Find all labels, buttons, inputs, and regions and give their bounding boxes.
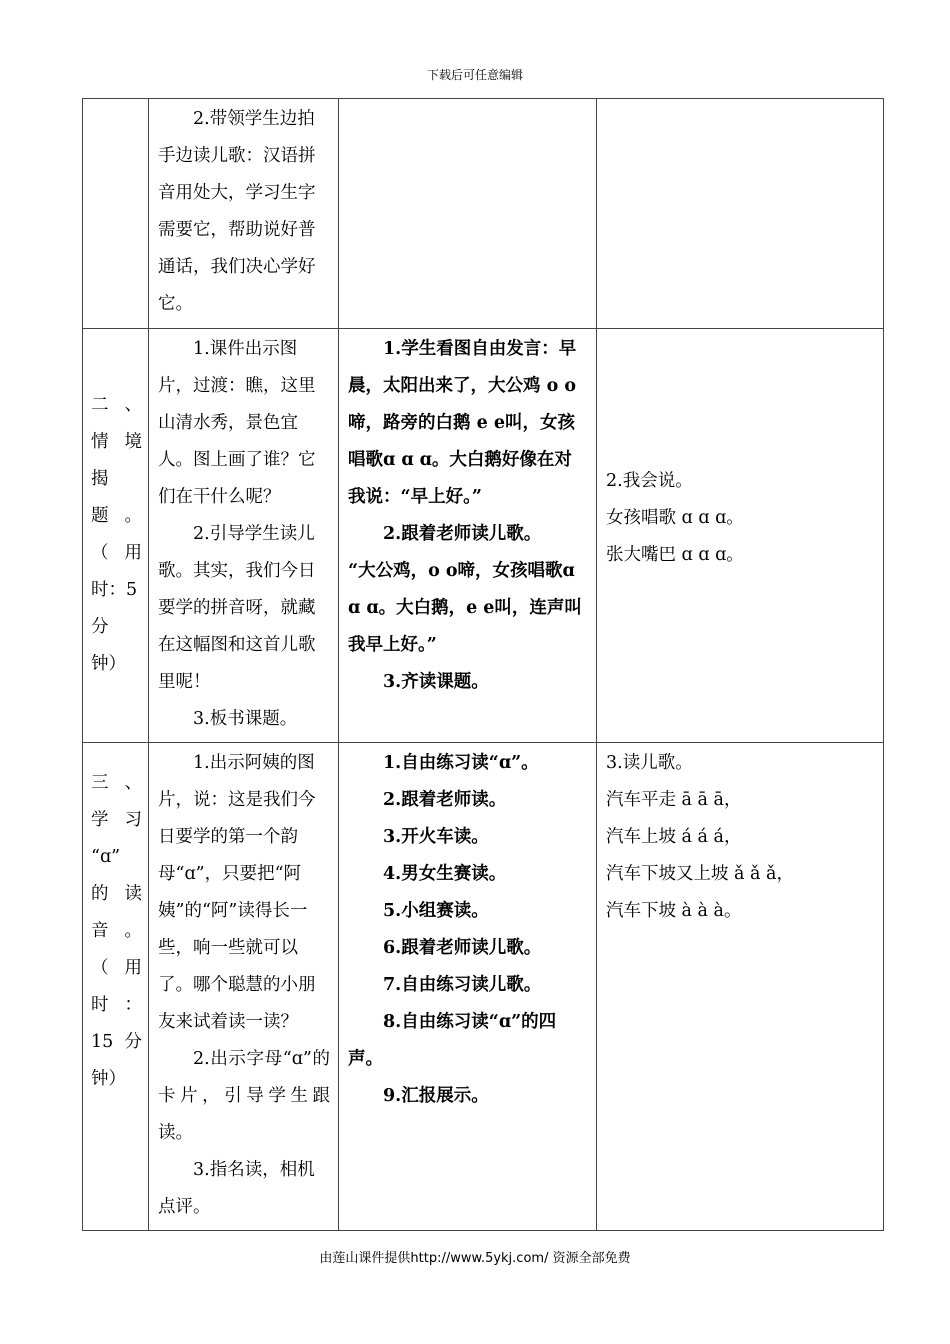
stage-cell: [83, 329, 149, 743]
student-step: 6.跟着老师读儿歌。: [383, 938, 542, 958]
notes-line: 汽车平走 ā ā ā，: [606, 790, 742, 810]
stage-label: 音 。: [91, 921, 142, 941]
notes-cell: [597, 99, 884, 329]
teacher-step: 3.板书课题。: [193, 709, 298, 729]
stage-label: 三 、: [91, 773, 142, 793]
page-header: 下载后可任意编辑: [426, 68, 523, 82]
notes-line: 汽车下坡 à à à。: [606, 901, 742, 921]
teacher-step: 2.带领学生边拍手边读儿歌：汉语拼音用处大，学习生字需要它，帮助说好普通话，我们决心学好它。: [158, 109, 316, 314]
student-cell: [339, 329, 597, 743]
stage-label: 二 、: [91, 395, 142, 415]
stage-label: 时：5: [91, 580, 138, 600]
student-cell: [339, 99, 597, 329]
notes-line: 3.读儿歌。: [606, 753, 693, 773]
lesson-plan-table: [82, 98, 884, 1231]
notes-line: 女孩唱歌 ɑ ɑ ɑ。: [606, 508, 744, 528]
table-row: [83, 99, 884, 329]
stage-label: 题 。: [91, 506, 142, 526]
stage-label: 揭: [91, 469, 109, 489]
stage-label: （ 用: [91, 543, 142, 563]
student-step: 5.小组赛读。: [383, 901, 489, 921]
notes-line: 汽车下坡又上坡 ǎ ǎ ǎ，: [606, 864, 794, 884]
notes-cell: [597, 329, 884, 743]
stage-label: 时 ：: [91, 995, 142, 1015]
notes-line: 2.我会说。: [606, 471, 693, 491]
student-step: 3.开火车读。: [383, 827, 489, 847]
stage-label: “ɑ”: [91, 847, 121, 867]
student-step: 3.齐读课题。: [383, 672, 489, 692]
student-step: 2.跟着老师读儿歌。: [383, 524, 542, 544]
stage-label: 情 境: [91, 432, 142, 452]
notes-line: 张大嘴巴 ɑ ɑ ɑ。: [606, 545, 744, 565]
teacher-step: 1.出示阿姨的图片，说：这是我们今日要学的第一个韵母“ɑ”，只要把“阿姨”的“阿”读得长一些，响一些就可以了。哪个聪慧的小朋友来试着读一读？: [158, 753, 316, 1032]
stage-label: 分: [91, 617, 109, 637]
stage-label: 的 读: [91, 884, 142, 904]
student-cell: [339, 743, 597, 1231]
student-step: 4.男女生赛读。: [383, 864, 507, 884]
stage-label: 15 分: [91, 1032, 142, 1052]
student-step: 8.自由练习读“ɑ”的四声。: [348, 1012, 557, 1069]
teacher-step: 1.课件出示图片，过渡：瞧，这里山清水秀，景色宜人。图上画了谁？它们在干什么呢？: [158, 339, 316, 507]
stage-label: 钟）: [91, 654, 126, 674]
teacher-step: 3.指名读，相机点评。: [158, 1160, 315, 1217]
table-row: [83, 329, 884, 743]
stage-cell: [83, 99, 149, 329]
student-step: 9.汇报展示。: [383, 1086, 489, 1106]
teacher-cell: [149, 99, 339, 329]
teacher-step: 2.引导学生读儿歌。其实，我们今日要学的拼音呀，就藏在这幅图和这首儿歌里呢！: [158, 524, 316, 692]
teacher-cell: [149, 329, 339, 743]
teacher-step: 2.出示字母“ɑ”的卡片，引导学生跟读。: [158, 1049, 330, 1143]
student-step: “大公鸡，o o啼，女孩唱歌ɑ ɑ ɑ。大白鹅，e e叫，连声叫我早上好。”: [348, 561, 582, 655]
stage-cell: [83, 743, 149, 1231]
notes-line: 汽车上坡 á á á，: [606, 827, 742, 847]
table-row: [83, 743, 884, 1231]
page-footer: 由莲山课件提供http://www.5ykj.com/ 资源全部免费: [319, 1251, 631, 1266]
student-step: 2.跟着老师读。: [383, 790, 507, 810]
notes-cell: [597, 743, 884, 1231]
student-step: 1.学生看图自由发言：早晨，太阳出来了，大公鸡 o o啼，路旁的白鹅 e e叫，女孩唱歌ɑ ɑ ɑ。大白鹅好像在对我说：“早上好。”: [348, 339, 577, 507]
stage-label: 学 习: [91, 810, 142, 830]
student-step: 7.自由练习读儿歌。: [383, 975, 542, 995]
student-step: 1.自由练习读“ɑ”。: [383, 753, 539, 773]
teacher-cell: [149, 743, 339, 1231]
stage-label: 钟）: [91, 1069, 126, 1089]
stage-label: （ 用: [91, 958, 142, 978]
